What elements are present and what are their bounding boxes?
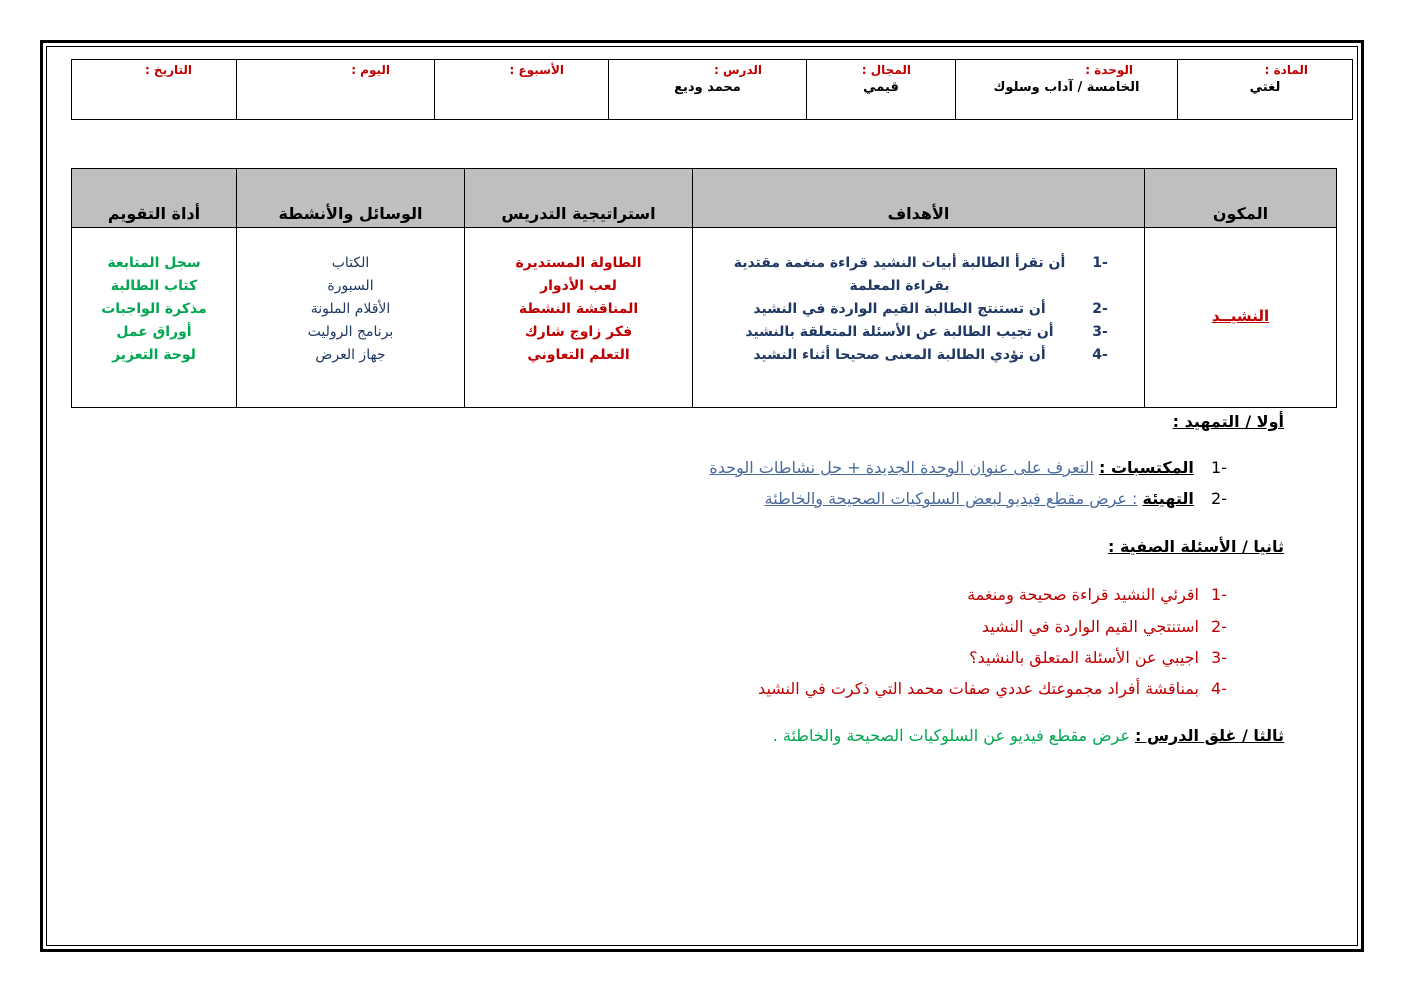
tool-item: الأقلام الملونة bbox=[310, 301, 391, 317]
intro-item-label: التهيئة bbox=[1142, 489, 1194, 508]
question-item: -1اقرئي النشيد قراءة صحيحة ومنغمة bbox=[967, 585, 1227, 604]
unit-value: الخامسة / آداب وسلوك bbox=[993, 80, 1140, 95]
strategy-cell bbox=[465, 228, 693, 408]
strategy-item: لعب الأدوار bbox=[540, 278, 617, 294]
header-component: المكون bbox=[1145, 169, 1337, 228]
assessment-item: مذكرة الواجبات bbox=[101, 301, 207, 317]
closing-text: عرض مقطع فيديو عن السلوكيات الصحيحة والخاطئة . bbox=[772, 726, 1130, 745]
assessment-item: كتاب الطالبة bbox=[110, 278, 198, 294]
strategy-item: التعلم التعاوني bbox=[527, 347, 630, 363]
header-goals: الأهداف bbox=[693, 169, 1145, 228]
closing-section bbox=[773, 726, 1284, 745]
lesson-value: محمد وديع bbox=[674, 80, 741, 95]
tool-item: جهاز العرض bbox=[315, 347, 386, 363]
goal-item: -1 أن تقرأ الطالبة أبيات النشيد قراءة منغمة مقتدية بقراءة المعلمة bbox=[733, 255, 1108, 294]
intro-item-text: : عرض مقطع فيديو لبعض السلوكيات الصحيحة والخاطئة bbox=[764, 489, 1138, 508]
assessment-item: لوحة التعزيز bbox=[112, 347, 196, 363]
field-cell bbox=[807, 60, 956, 120]
intro-item-2: -2 التهيئة : عرض مقطع فيديو لبعض السلوكيات الصحيحة والخاطئة bbox=[764, 489, 1227, 508]
tools-cell bbox=[237, 228, 465, 408]
closing-title: ثالثا / غلق الدرس : bbox=[1135, 726, 1284, 745]
unit-label: الوحدة : bbox=[1085, 63, 1133, 77]
subject-cell bbox=[1178, 60, 1353, 120]
questions-title: ثانيا / الأسئلة الصفية : bbox=[1108, 537, 1284, 556]
strategy-item: فكر زاوج شارك bbox=[524, 324, 633, 340]
tool-item: السبورة bbox=[327, 278, 374, 294]
lesson-cell bbox=[609, 60, 807, 120]
question-item: -3اجيبي عن الأسئلة المتعلق بالنشيد؟ bbox=[969, 648, 1227, 667]
intro-title: أولا / التمهيد : bbox=[1172, 412, 1284, 431]
field-value: قيمي bbox=[863, 80, 899, 95]
date-cell bbox=[72, 60, 237, 120]
subject-label: المادة : bbox=[1264, 63, 1308, 77]
strategy-item: المناقشة النشطة bbox=[518, 301, 639, 317]
lesson-plan-table bbox=[71, 168, 1337, 408]
lesson-info-table bbox=[71, 59, 1353, 120]
strategy-item: الطاولة المستديرة bbox=[515, 255, 642, 271]
component-name: النشيــد bbox=[1211, 307, 1270, 325]
goal-item: -4 أن تؤدي الطالبة المعنى صحيحا أثناء النشيد bbox=[753, 347, 1108, 363]
field-label: المجال : bbox=[861, 63, 911, 77]
question-item: -4بمناقشة أفراد مجموعتك عددي صفات محمد التي ذكرت في النشيد bbox=[758, 679, 1227, 698]
assessment-cell bbox=[72, 228, 237, 408]
date-label: التاريخ : bbox=[144, 63, 192, 77]
subject-value: لغتي bbox=[1249, 80, 1281, 95]
week-label: الأسبوع : bbox=[509, 63, 564, 77]
question-item: -2استنتجي القيم الواردة في النشيد bbox=[981, 617, 1227, 636]
unit-cell bbox=[956, 60, 1178, 120]
intro-item-1: -1 المكتسبات : التعرف على عنوان الوحدة الجديدة + حل نشاطات الوحدة bbox=[709, 458, 1227, 477]
assessment-item: سجل المتابعة bbox=[107, 255, 201, 271]
tool-item: برنامج الروليت bbox=[307, 324, 394, 340]
lesson-label: الدرس : bbox=[714, 63, 762, 77]
header-strategy: استراتيجية التدريس bbox=[465, 169, 693, 228]
intro-item-label: المكتسبات : bbox=[1098, 458, 1194, 477]
week-cell bbox=[435, 60, 609, 120]
component-cell bbox=[1145, 228, 1337, 408]
intro-item-text: التعرف على عنوان الوحدة الجديدة + حل نشاطات الوحدة bbox=[709, 458, 1094, 477]
goal-item: -3 أن تجيب الطالبة عن الأسئلة المتعلقة بالنشيد bbox=[745, 324, 1108, 340]
day-cell bbox=[237, 60, 435, 120]
day-label: اليوم : bbox=[351, 63, 390, 77]
assessment-item: أوراق عمل bbox=[116, 324, 192, 340]
tool-item: الكتاب bbox=[331, 255, 370, 271]
goals-cell bbox=[693, 228, 1145, 408]
header-assessment: أداة التقويم bbox=[72, 169, 237, 228]
header-tools: الوسائل والأنشطة bbox=[237, 169, 465, 228]
goal-item: -2 أن تستنتج الطالبة القيم الواردة في النشيد bbox=[753, 301, 1108, 317]
